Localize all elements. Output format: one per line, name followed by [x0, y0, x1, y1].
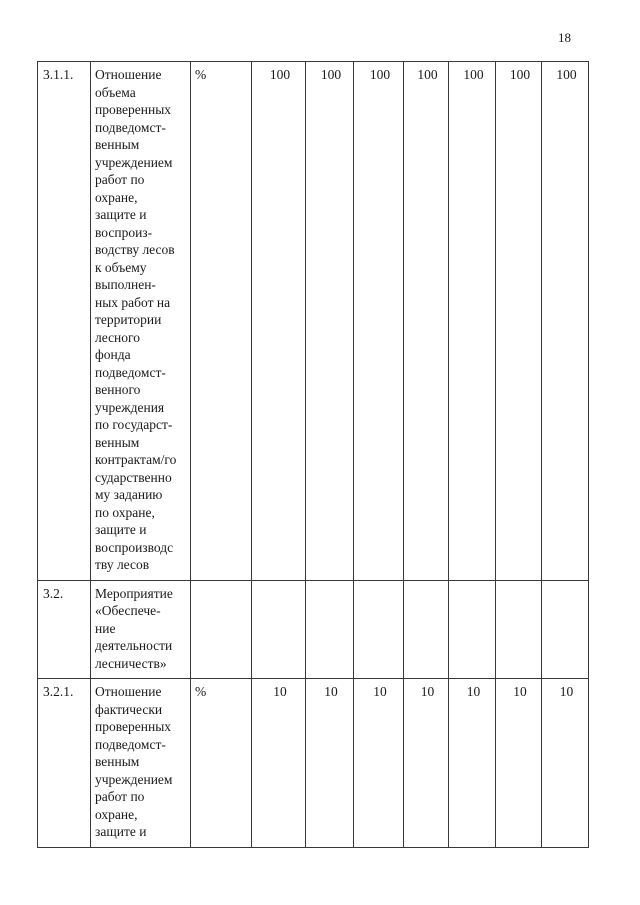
value-cell: 100 — [404, 62, 449, 581]
unit-cell: % — [191, 62, 252, 581]
value-cell: 100 — [496, 62, 542, 581]
unit-cell — [191, 580, 252, 679]
value-cell — [306, 580, 354, 679]
value-cell: 10 — [306, 679, 354, 848]
value-cell: 100 — [542, 62, 589, 581]
value-cell: 10 — [449, 679, 496, 848]
value-cell: 10 — [354, 679, 404, 848]
value-cell — [496, 580, 542, 679]
value-cell — [354, 580, 404, 679]
value-cell: 100 — [449, 62, 496, 581]
table-row — [38, 679, 589, 848]
indicators-table — [37, 61, 589, 848]
indicator-name: Мероприятие «Обеспече- ние деятельности лесничеств» — [91, 580, 191, 679]
unit-cell: % — [191, 679, 252, 848]
value-cell — [449, 580, 496, 679]
table-row — [38, 580, 589, 679]
indicator-name: Отношение объема проверенных подведомст- венным учреждением работ по охране, защите и воспроиз- водству лесов к объему выполнен- ных работ на территории лесного фонда подведомст- венного учреждения по государст- венным контрактам/го сударственно му заданию по охране, защите и воспроизводс тву лесов — [91, 62, 191, 581]
row-number: 3.1.1. — [38, 62, 91, 581]
value-cell: 10 — [252, 679, 306, 848]
value-cell — [404, 580, 449, 679]
table-row — [38, 62, 589, 581]
value-cell: 100 — [306, 62, 354, 581]
value-cell — [252, 580, 306, 679]
value-cell — [542, 580, 589, 679]
value-cell: 100 — [252, 62, 306, 581]
value-cell: 10 — [542, 679, 589, 848]
value-cell: 100 — [354, 62, 404, 581]
row-number: 3.2.1. — [38, 679, 91, 848]
value-cell: 10 — [404, 679, 449, 848]
row-number: 3.2. — [38, 580, 91, 679]
indicator-name: Отношение фактически проверенных подведомст- венным учреждением работ по охране, защите и — [91, 679, 191, 848]
page-number: 18 — [558, 30, 571, 45]
value-cell: 10 — [496, 679, 542, 848]
